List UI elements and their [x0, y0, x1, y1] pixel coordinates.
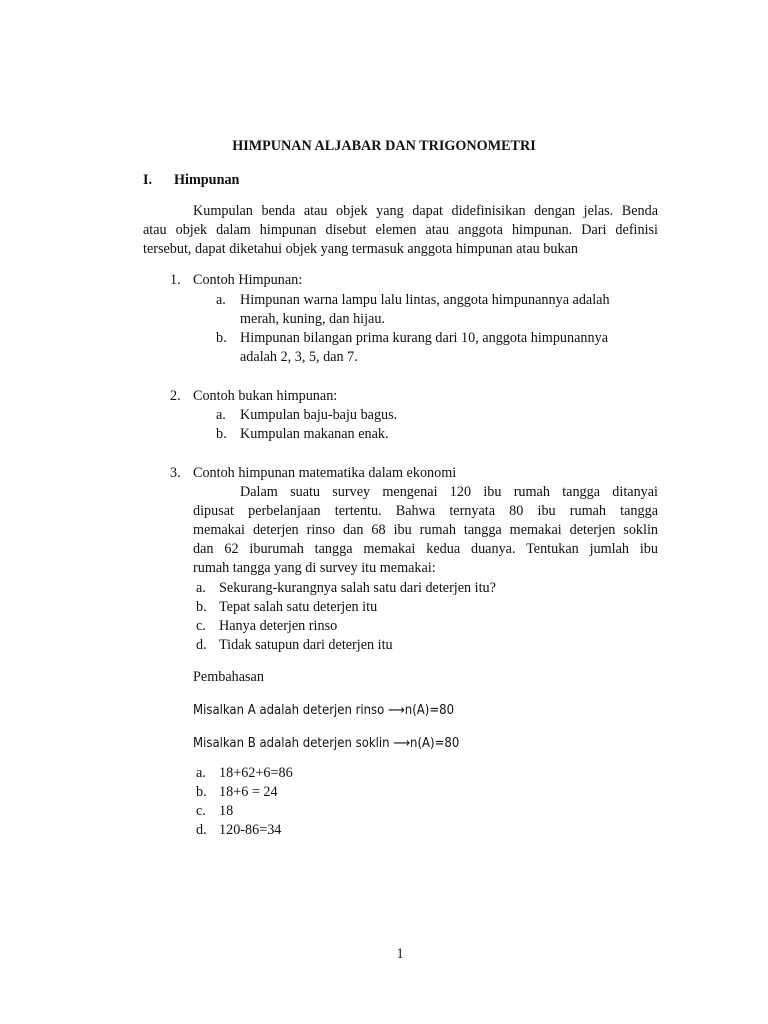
problem-line-1: Dalam suatu survey mengenai 120 ibu rumah tangga ditanyai: [240, 484, 658, 500]
item-2a-marker: a.: [216, 407, 226, 423]
intro-line-2: atau objek dalam himpunan disebut elemen atau anggota himpunan. Dari definisi: [143, 222, 658, 238]
answer-b-text: 18+6 = 24: [219, 784, 278, 800]
question-c-text: Hanya deterjen rinso: [219, 618, 338, 634]
item-1a-line-1: Himpunan warna lampu lalu lintas, anggota himpunannya adalah: [240, 292, 610, 308]
page-number: 1: [396, 946, 404, 962]
answer-a-marker: a.: [196, 765, 206, 781]
item-3-number: 3.: [170, 465, 181, 481]
question-b-marker: b.: [196, 599, 207, 615]
item-1b-line-2: adalah 2, 3, 5, dan 7.: [240, 349, 358, 365]
section-heading: Himpunan: [174, 172, 240, 188]
item-2a-text: Kumpulan baju-baju bagus.: [240, 407, 398, 423]
section-number: I.: [143, 172, 153, 188]
answer-d-text: 120-86=34: [219, 822, 282, 838]
problem-line-2: dipusat perbelanjaan tertentu. Bahwa ternyata 80 ibu rumah tangga: [193, 503, 658, 519]
item-1-number: 1.: [170, 272, 181, 288]
item-2b-text: Kumpulan makanan enak.: [240, 426, 389, 442]
pembahasan-heading: Pembahasan: [193, 669, 264, 685]
answer-d-marker: d.: [196, 822, 207, 838]
question-d-text: Tidak satupun dari deterjen itu: [219, 637, 393, 653]
misalkan-b-line: Misalkan B adalah deterjen soklin ⟶n(A)=80: [193, 736, 460, 751]
intro-line-1: Kumpulan benda atau objek yang dapat didefinisikan dengan jelas. Benda: [193, 203, 658, 219]
question-a-text: Sekurang-kurangnya salah satu dari deterjen itu?: [219, 580, 496, 596]
problem-line-5: rumah tangga yang di survey itu memakai:: [193, 560, 436, 576]
item-2-number: 2.: [170, 388, 181, 404]
item-1b-marker: b.: [216, 330, 227, 346]
item-1a-marker: a.: [216, 292, 226, 308]
question-c-marker: c.: [196, 618, 206, 634]
document-title: HIMPUNAN ALJABAR DAN TRIGONOMETRI: [232, 138, 536, 154]
misalkan-a-line: Misalkan A adalah deterjen rinso ⟶n(A)=80: [193, 703, 455, 718]
question-b-text: Tepat salah satu deterjen itu: [219, 599, 378, 615]
item-2-label: Contoh bukan himpunan:: [193, 388, 338, 404]
answer-c-marker: c.: [196, 803, 206, 819]
answer-a-text: 18+62+6=86: [219, 765, 293, 781]
item-1-label: Contoh Himpunan:: [193, 272, 303, 288]
question-d-marker: d.: [196, 637, 207, 653]
item-1b-line-1: Himpunan bilangan prima kurang dari 10, anggota himpunannya: [240, 330, 608, 346]
problem-line-3: memakai deterjen rinso dan 68 ibu rumah tangga memakai deterjen soklin: [193, 522, 658, 538]
item-1a-line-2: merah, kuning, dan hijau.: [240, 311, 385, 327]
intro-line-3: tersebut, dapat diketahui objek yang termasuk anggota himpunan atau bukan: [143, 241, 578, 257]
answer-c-text: 18: [219, 803, 234, 819]
answer-b-marker: b.: [196, 784, 207, 800]
item-3-label: Contoh himpunan matematika dalam ekonomi: [193, 465, 457, 481]
item-2b-marker: b.: [216, 426, 227, 442]
question-a-marker: a.: [196, 580, 206, 596]
problem-line-4: dan 62 iburumah tangga memakai kedua duanya. Tentukan jumlah ibu: [193, 541, 658, 557]
